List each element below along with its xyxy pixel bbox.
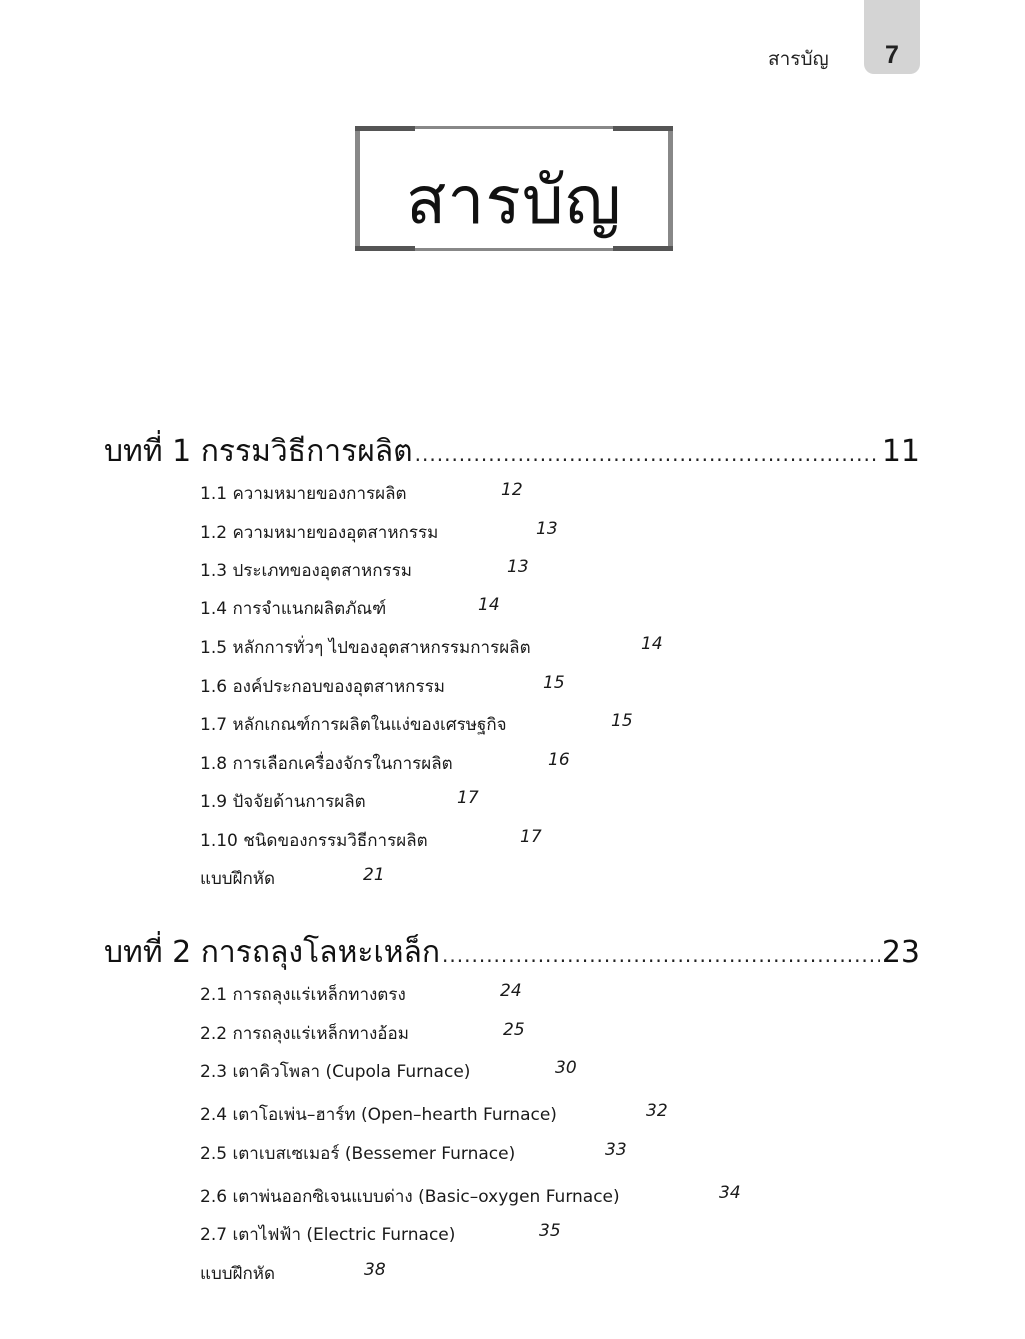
- toc-item-page: 38: [364, 1260, 386, 1280]
- toc-item-page: 14: [478, 595, 500, 615]
- toc-item-page: 24: [500, 981, 522, 1001]
- toc-item-1-6[interactable]: [200, 673, 565, 701]
- toc-item-text: 1.10 ชนิดของกรรมวิธีการผลิต: [200, 831, 428, 851]
- toc-item-text: 2.4 เตาโอเพ่น–ฮาร์ท (Open–hearth Furnace): [200, 1105, 557, 1125]
- toc-item-page: 21: [363, 865, 385, 885]
- toc-item-1-5[interactable]: [200, 634, 663, 662]
- running-header-label: สารบัญ: [768, 48, 829, 70]
- toc-item-text: 2.2 การถลุงแร่เหล็กทางอ้อม: [200, 1024, 409, 1044]
- chapter-2-entry[interactable]: [104, 929, 920, 976]
- toc-item-text: แบบฝึกหัด: [200, 869, 276, 889]
- toc-item-page: 33: [605, 1140, 627, 1160]
- toc-item-2-4[interactable]: [200, 1101, 668, 1129]
- toc-item-page: 15: [543, 673, 565, 693]
- toc-item-page: 35: [539, 1221, 561, 1241]
- toc-item-2-7[interactable]: [200, 1221, 561, 1249]
- toc-item-text: 1.5 หลักการทั่วๆ ไปของอุตสาหกรรมการผลิต: [200, 638, 531, 658]
- chapter-1-entry[interactable]: [104, 428, 920, 475]
- toc-item-1-2[interactable]: [200, 519, 558, 547]
- toc-item-page: 14: [641, 634, 663, 654]
- toc-item-2-1[interactable]: [200, 981, 522, 1009]
- dot-leader: [442, 943, 880, 967]
- toc-item-1-1[interactable]: [200, 480, 523, 508]
- frame-corner-tr: [613, 126, 673, 131]
- chapter-page: 11: [881, 434, 920, 469]
- toc-item-1-7[interactable]: [200, 711, 633, 739]
- dot-leader: [415, 442, 880, 466]
- toc-item-page: 17: [457, 788, 479, 808]
- toc-item-text: 1.2 ความหมายของอุตสาหกรรม: [200, 523, 439, 543]
- toc-item-page: 13: [536, 519, 558, 539]
- toc-item-text: 2.7 เตาไฟฟ้า (Electric Furnace): [200, 1225, 456, 1245]
- toc-item-text: 1.1 ความหมายของการผลิต: [200, 484, 407, 504]
- toc-item-1-10[interactable]: [200, 827, 542, 855]
- toc-item-text: 2.5 เตาเบสเซเมอร์ (Bessemer Furnace): [200, 1144, 516, 1164]
- toc-item-2-3[interactable]: [200, 1058, 577, 1086]
- toc-item-text: 1.6 องค์ประกอบของอุตสาหกรรม: [200, 677, 445, 697]
- page-number-tab: [864, 0, 920, 74]
- toc-item-page: 16: [548, 750, 570, 770]
- toc-item-page: 30: [555, 1058, 577, 1078]
- toc-item-2-2[interactable]: [200, 1020, 525, 1048]
- toc-item-text: 1.3 ประเภทของอุตสาหกรรม: [200, 561, 412, 581]
- toc-item-page: 17: [520, 827, 542, 847]
- page-title: สารบัญ: [406, 162, 622, 239]
- chapter-page: 23: [881, 935, 920, 970]
- page-number: 7: [885, 41, 899, 69]
- toc-item-text: 2.3 เตาคิวโพลา (Cupola Furnace): [200, 1062, 471, 1082]
- toc-item-1-4[interactable]: [200, 595, 500, 623]
- frame-corner-tl: [355, 126, 415, 131]
- toc-item-page: 25: [503, 1020, 525, 1040]
- toc-item-text: 1.8 การเลือกเครื่องจักรในการผลิต: [200, 754, 453, 774]
- toc-item-2-6[interactable]: [200, 1183, 741, 1211]
- toc-item-text: 2.6 เตาพ่นออกซิเจนแบบด่าง (Basic–oxygen Furnace): [200, 1187, 620, 1207]
- toc-item-1-9[interactable]: [200, 788, 479, 816]
- toc-item-text: 2.1 การถลุงแร่เหล็กทางตรง: [200, 985, 406, 1005]
- chapter-title: บทที่ 1 กรรมวิธีการผลิต: [104, 434, 413, 469]
- chapter-title: บทที่ 2 การถลุงโลหะเหล็ก: [104, 935, 441, 970]
- toc-item-exercise-2[interactable]: [200, 1260, 386, 1288]
- toc-item-2-5[interactable]: [200, 1140, 627, 1168]
- toc-item-text: 1.9 ปัจจัยด้านการผลิต: [200, 792, 366, 812]
- toc-item-exercise-1[interactable]: [200, 865, 385, 893]
- toc-item-text: 1.7 หลักเกณฑ์การผลิตในแง่ของเศรษฐกิจ: [200, 715, 507, 735]
- toc-item-text: 1.4 การจำแนกผลิตภัณฑ์: [200, 599, 387, 619]
- toc-item-page: 15: [611, 711, 633, 731]
- toc-item-1-3[interactable]: [200, 557, 529, 585]
- toc-item-text: แบบฝึกหัด: [200, 1264, 276, 1284]
- toc-item-1-8[interactable]: [200, 750, 570, 778]
- toc-item-page: 32: [646, 1101, 668, 1121]
- toc-item-page: 13: [507, 557, 529, 577]
- toc-title-box: [355, 126, 673, 251]
- toc-item-page: 12: [501, 480, 523, 500]
- toc-item-page: 34: [719, 1183, 741, 1203]
